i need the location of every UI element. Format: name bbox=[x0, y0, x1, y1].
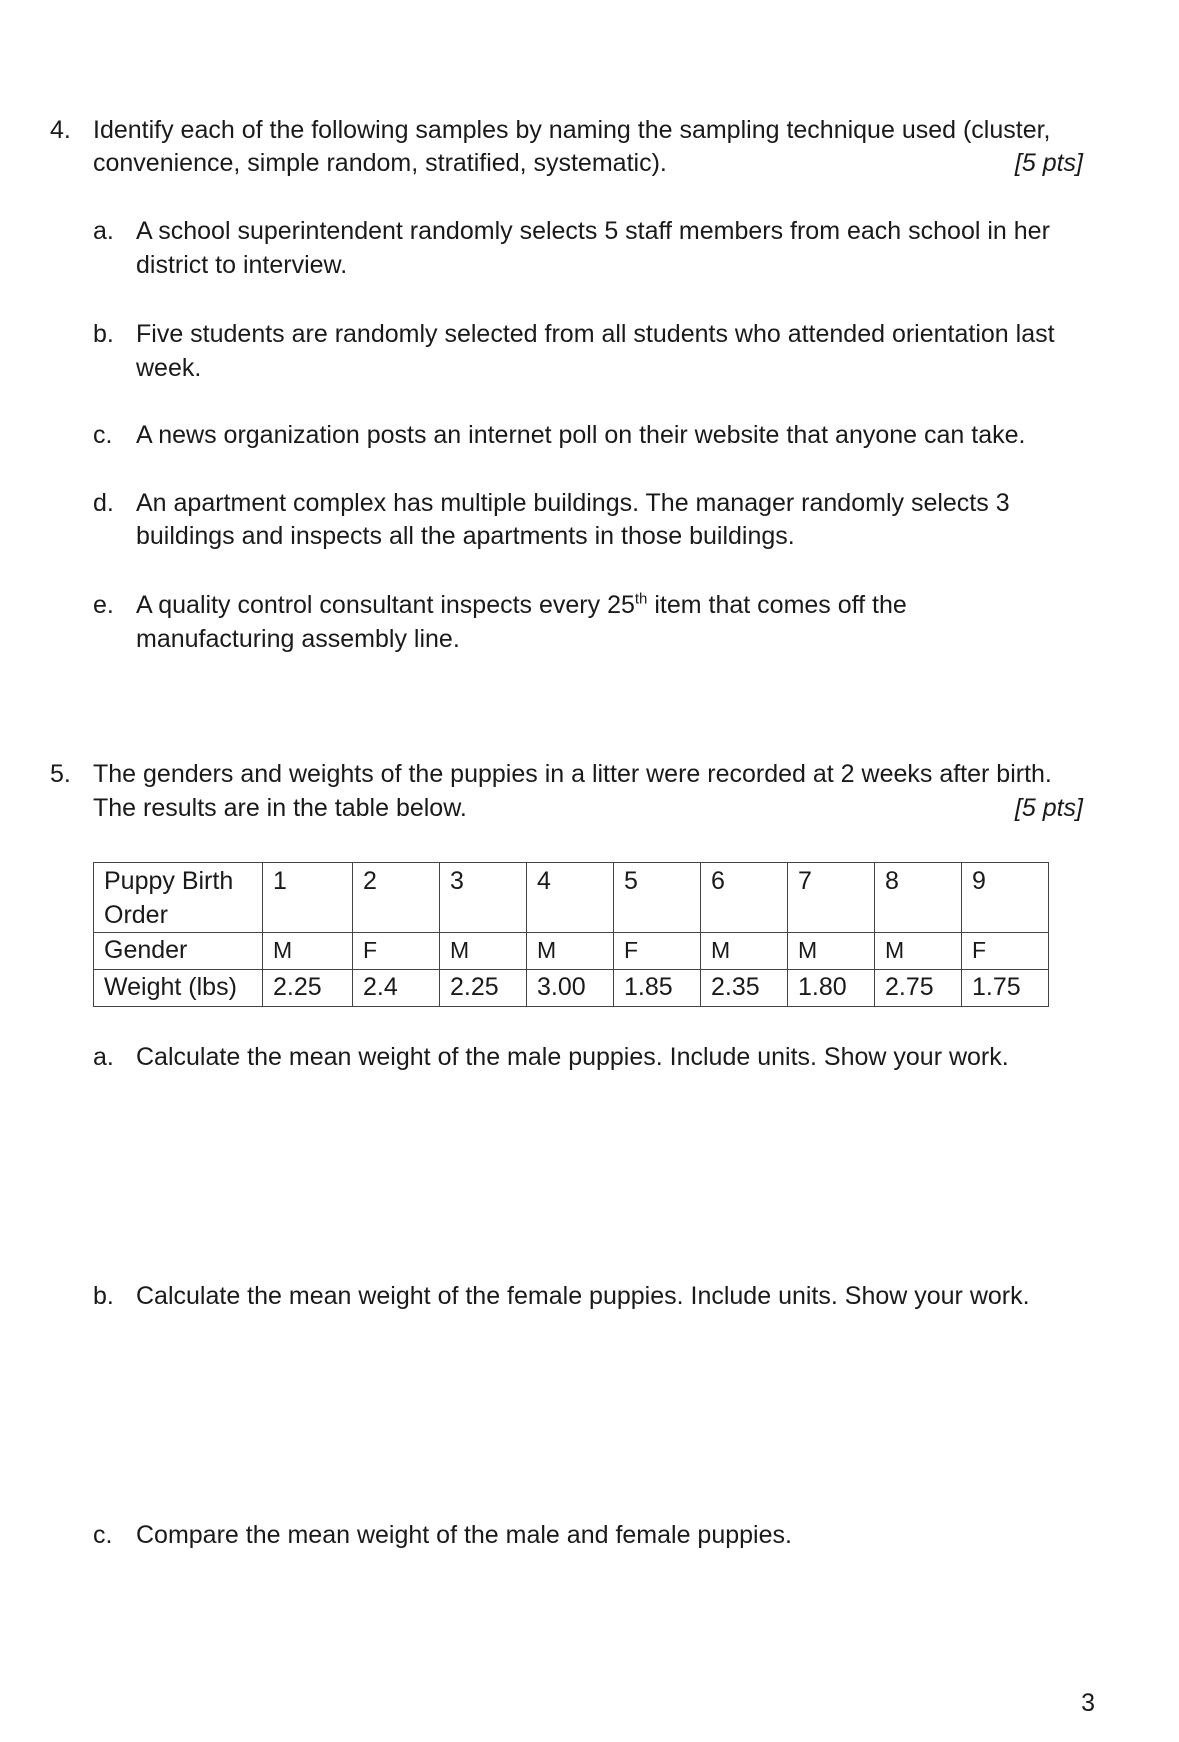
question-4-points: [5 pts] bbox=[1014, 149, 1083, 177]
q4-item-c-line1: A news organization posts an internet poll on their website that anyone can take. bbox=[136, 421, 1026, 449]
weight-cell: 2.25 bbox=[440, 970, 527, 1007]
question-5-number: 5. bbox=[50, 760, 71, 788]
birth-order-cell: 5 bbox=[614, 863, 701, 933]
weight-cell: 1.85 bbox=[614, 970, 701, 1007]
gender-cell: M bbox=[263, 933, 353, 970]
q5-item-b-letter: b. bbox=[93, 1282, 114, 1310]
birth-order-cell: 6 bbox=[701, 863, 788, 933]
question-4-text-line2: convenience, simple random, stratified, systematic). bbox=[93, 149, 667, 177]
gender-cell: F bbox=[614, 933, 701, 970]
weight-cell: 1.80 bbox=[788, 970, 875, 1007]
q5-item-a-text: Calculate the mean weight of the male puppies. Include units. Show your work. bbox=[136, 1043, 1009, 1071]
q4-item-d-line1: An apartment complex has multiple buildings. The manager randomly selects 3 bbox=[136, 489, 1010, 517]
gender-cell: F bbox=[962, 933, 1049, 970]
birth-order-cell: 2 bbox=[353, 863, 440, 933]
row-header-weight: Weight (lbs) bbox=[94, 970, 263, 1007]
question-4-text-line1: Identify each of the following samples by naming the sampling technique used (cluster, bbox=[93, 116, 1051, 144]
q5-item-b-text: Calculate the mean weight of the female puppies. Include units. Show your work. bbox=[136, 1282, 1030, 1310]
birth-order-cell: 4 bbox=[527, 863, 614, 933]
question-5-points: [5 pts] bbox=[1014, 794, 1083, 822]
q4-item-e-line1-post: item that comes off the bbox=[647, 591, 907, 619]
weight-cell: 2.75 bbox=[875, 970, 962, 1007]
q5-item-c-letter: c. bbox=[93, 1521, 113, 1549]
q4-item-a-line2: district to interview. bbox=[136, 251, 348, 279]
weight-cell: 3.00 bbox=[527, 970, 614, 1007]
q4-item-b-line1: Five students are randomly selected from all students who attended orientation last bbox=[136, 320, 1055, 348]
question-4-number: 4. bbox=[50, 116, 71, 144]
gender-cell: M bbox=[788, 933, 875, 970]
page-number: 3 bbox=[1081, 1689, 1095, 1717]
question-5-text-line2: The results are in the table below. bbox=[93, 794, 467, 822]
q4-item-e-line1 bbox=[136, 588, 1096, 622]
q4-item-b-letter: b. bbox=[93, 320, 114, 348]
q4-item-e-line2: manufacturing assembly line. bbox=[136, 625, 460, 653]
row-header-gender: Gender bbox=[94, 933, 263, 970]
q4-item-b-line2: week. bbox=[136, 354, 202, 382]
table-row-gender bbox=[94, 933, 1049, 970]
puppy-data-table bbox=[93, 862, 1049, 1007]
q4-item-a-line1: A school superintendent randomly selects 5 staff members from each school in her bbox=[136, 217, 1050, 245]
q4-item-d-line2: buildings and inspects all the apartments in those buildings. bbox=[136, 522, 795, 550]
weight-cell: 2.25 bbox=[263, 970, 353, 1007]
q4-item-c-letter: c. bbox=[93, 421, 113, 449]
q4-item-e-superscript: th bbox=[634, 590, 648, 608]
gender-cell: M bbox=[875, 933, 962, 970]
gender-cell: F bbox=[353, 933, 440, 970]
gender-cell: M bbox=[701, 933, 788, 970]
q5-item-c-text: Compare the mean weight of the male and female puppies. bbox=[136, 1521, 792, 1549]
birth-order-cell: 8 bbox=[875, 863, 962, 933]
weight-cell: 2.35 bbox=[701, 970, 788, 1007]
q5-item-a-letter: a. bbox=[93, 1043, 114, 1071]
question-5-text-line1: The genders and weights of the puppies in a litter were recorded at 2 weeks after birth. bbox=[93, 760, 1052, 788]
weight-cell: 1.75 bbox=[962, 970, 1049, 1007]
birth-order-cell: 1 bbox=[263, 863, 353, 933]
table-row-weight bbox=[94, 970, 1049, 1007]
gender-cell: M bbox=[440, 933, 527, 970]
birth-order-cell: 3 bbox=[440, 863, 527, 933]
birth-order-cell: 7 bbox=[788, 863, 875, 933]
q4-item-d-letter: d. bbox=[93, 489, 114, 517]
row-header-birth-order: Puppy Birth Order bbox=[94, 863, 263, 933]
q4-item-e-letter: e. bbox=[93, 591, 114, 619]
weight-cell: 2.4 bbox=[353, 970, 440, 1007]
table-row-birth-order bbox=[94, 863, 1049, 933]
birth-order-cell: 9 bbox=[962, 863, 1049, 933]
q4-item-e-line1-pre: A quality control consultant inspects every 25 bbox=[136, 591, 635, 619]
gender-cell: M bbox=[527, 933, 614, 970]
q4-item-a-letter: a. bbox=[93, 217, 114, 245]
